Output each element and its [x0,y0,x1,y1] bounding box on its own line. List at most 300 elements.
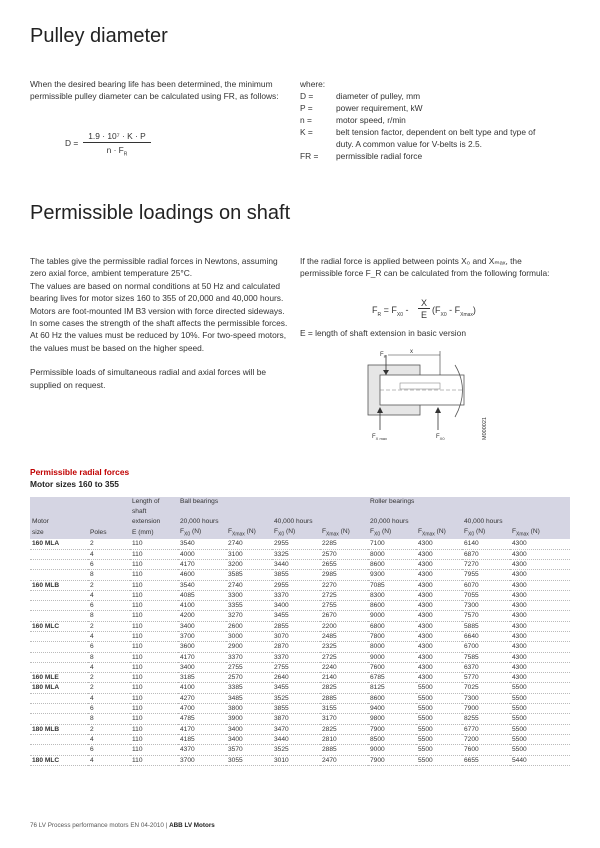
cell-force: 4200 [178,611,226,621]
cell-force: 4300 [416,673,462,683]
cell-motor-size [30,652,88,662]
cell-force: 9000 [368,611,416,621]
formula-e: E [420,310,427,320]
cell-force: 4300 [416,549,462,559]
cell-force: 7900 [462,704,510,714]
cell-force: 3100 [226,549,272,559]
cell-motor-size [30,734,88,744]
table-row [30,539,570,549]
loadings-para-4: Permissible loads of simultaneous radial and axial forces will be supplied on request. [30,367,267,390]
header-poles: Poles [88,527,130,539]
cell-force: 4300 [510,601,570,611]
footer-brand: ABB LV Motors [169,822,215,829]
cell-force: 4300 [510,580,570,590]
where-row [300,102,554,114]
header-length-2: shaft [130,507,178,517]
formula-f-sub: R [377,311,382,318]
cell-motor-size [30,642,88,652]
cell-force: 4170 [178,652,226,662]
formula-x: X [418,298,430,309]
cell-length: 110 [130,714,178,724]
cell-force: 6140 [462,539,510,549]
cell-force: 6370 [462,662,510,672]
cell-motor-size [30,570,88,580]
fx0-label: $F_{X0}$ [436,434,445,441]
cell-force: 3325 [272,549,320,559]
cell-force: 4100 [178,683,226,693]
cell-force: 4300 [510,621,570,631]
cell-force: 5500 [416,734,462,744]
header-fxmax: $F_{Xmax}$ (N) [510,527,570,539]
cell-force: 2755 [272,662,320,672]
cell-force: 2825 [320,683,368,693]
cell-force: 3400 [226,734,272,744]
header-fx0: $F_{X0}$ (N) [178,527,226,539]
cell-force: 7085 [368,580,416,590]
table-row [30,570,570,580]
pulley-intro-text: When the desired bearing life has been determined, the minimum permissible pulley diameter can be calculated using FR, as follows: [30,79,279,102]
cell-force: 2740 [226,539,272,549]
cell-force: 3700 [178,755,226,765]
cell-force: 6640 [462,631,510,641]
cell-length: 110 [130,724,178,734]
formula-x0b-sub: X0 [440,311,447,318]
cell-force: 3185 [178,673,226,683]
cell-force: 5500 [510,745,570,755]
cell-motor-size: 160 MLB [30,580,88,590]
radial-forces-table [30,497,570,766]
cell-motor-size: 160 MLE [30,673,88,683]
cell-force: 4300 [416,621,462,631]
cell-poles: 2 [88,539,130,549]
cell-force: 8600 [368,559,416,569]
table-row [30,755,570,765]
cell-force: 8300 [368,590,416,600]
cell-force: 8600 [368,601,416,611]
cell-force: 7100 [368,539,416,549]
where-symbol: n = [300,115,312,126]
where-symbol: P = [300,103,313,114]
table-row [30,631,570,641]
cell-poles: 4 [88,755,130,765]
cell-force: 2285 [320,539,368,549]
cell-force: 8125 [368,683,416,693]
cell-force: 8000 [368,549,416,559]
cell-length: 110 [130,642,178,652]
cell-force: 7055 [462,590,510,600]
cell-length: 110 [130,755,178,765]
cell-length: 110 [130,601,178,611]
where-description: permissible radial force [336,151,423,162]
table-row [30,559,570,569]
header-length-4: E (mm) [130,527,178,539]
cell-force: 3540 [178,539,226,549]
cell-force: 4700 [178,704,226,714]
cell-force: 9400 [368,704,416,714]
cell-force: 2740 [226,580,272,590]
header-roller-20000: 20,000 hours [368,517,462,527]
header-roller-bearings: Roller bearings [368,497,570,507]
where-table [300,90,554,162]
cell-force: 5500 [416,683,462,693]
table-row [30,704,570,714]
header-fx0: $F_{X0}$ (N) [462,527,510,539]
table-row [30,580,570,590]
formula-minus: - [405,305,409,315]
cell-motor-size [30,662,88,672]
header-length-1: Length of [130,497,178,507]
cell-motor-size: 160 MLA [30,539,88,549]
cell-poles: 6 [88,745,130,755]
cell-motor-size: 180 MLC [30,755,88,765]
cell-force: 4300 [510,570,570,580]
cell-force: 4100 [178,601,226,611]
cell-force: 3270 [226,611,272,621]
cell-motor-size [30,590,88,600]
cell-force: 6785 [368,673,416,683]
cell-force: 3855 [272,704,320,714]
cell-poles: 8 [88,611,130,621]
header-ball-20000: 20,000 hours [178,517,272,527]
cell-poles: 2 [88,580,130,590]
formula-x0-sub: X0 [396,311,404,318]
cell-motor-size [30,745,88,755]
cell-force: 5500 [416,693,462,703]
cell-force: 2240 [320,662,368,672]
cell-force: 8255 [462,714,510,724]
cell-force: 4300 [510,611,570,621]
header-fx0: $F_{X0}$ (N) [272,527,320,539]
cell-force: 3485 [226,693,272,703]
cell-force: 4300 [510,549,570,559]
cell-force: 2325 [320,642,368,652]
header-fxmax: $F_{Xmax}$ (N) [416,527,462,539]
cell-force: 4085 [178,590,226,600]
cell-force: 2725 [320,652,368,662]
section-title-permissible-loadings: Permissible loadings on shaft [30,202,291,224]
cell-force: 9000 [368,745,416,755]
cell-force: 3525 [272,745,320,755]
cell-force: 5500 [510,734,570,744]
section-title-pulley-diameter: Pulley diameter [30,25,168,47]
cell-force: 3870 [272,714,320,724]
cell-force: 7200 [462,734,510,744]
header-length-3: extension [130,517,178,527]
table-header [30,497,570,539]
where-description: belt tension factor, dependent on belt type and type of duty. A common value for V-belts is 2.5. [336,127,536,150]
cell-force: 5770 [462,673,510,683]
cell-force: 4300 [510,539,570,549]
cell-force: 4300 [416,652,462,662]
formula-denominator: n · F [106,145,124,155]
cell-length: 110 [130,539,178,549]
cell-poles: 4 [88,590,130,600]
cell-length: 110 [130,652,178,662]
cell-force: 4300 [416,631,462,641]
cell-length: 110 [130,745,178,755]
cell-force: 2655 [320,559,368,569]
fxmax-label: $F_{X max}$ [372,434,388,441]
header-ball-40000: 40,000 hours [272,517,368,527]
cell-force: 2985 [320,570,368,580]
cell-poles: 6 [88,642,130,652]
table-row [30,590,570,600]
cell-motor-size [30,693,88,703]
cell-force: 2200 [320,621,368,631]
diagram-code: M000021 [482,417,488,440]
cell-force: 4300 [510,631,570,641]
cell-force: 3055 [226,755,272,765]
cell-force: 3570 [226,745,272,755]
cell-motor-size: 180 MLA [30,683,88,693]
table-row [30,611,570,621]
e-definition: E = length of shaft extension in basic version [300,328,466,338]
table-row [30,642,570,652]
cell-force: 6770 [462,724,510,734]
cell-poles: 4 [88,549,130,559]
cell-force: 3440 [272,734,320,744]
cell-force: 4300 [416,539,462,549]
cell-force: 2755 [320,601,368,611]
shaft-diagram [360,345,500,445]
cell-force: 2885 [320,693,368,703]
table-caption: Permissible radial forces [30,467,130,477]
cell-force: 6070 [462,580,510,590]
formula-xmax-sub: Xmax [460,311,473,318]
table-row [30,683,570,693]
formula-numerator: 1.9 · 10⁷ · K · P [88,131,146,141]
cell-force: 4300 [416,601,462,611]
where-block [300,78,570,162]
cell-force: 2885 [320,745,368,755]
cell-force: 3585 [226,570,272,580]
header-roller-40000: 40,000 hours [462,517,570,527]
table-row [30,549,570,559]
cell-length: 110 [130,734,178,744]
cell-length: 110 [130,549,178,559]
cell-force: 3370 [272,590,320,600]
cell-force: 3010 [272,755,320,765]
cell-poles: 6 [88,704,130,714]
table-row [30,673,570,683]
cell-force: 3600 [178,642,226,652]
table-row [30,693,570,703]
where-description: motor speed, r/min [336,115,406,126]
cell-poles: 2 [88,724,130,734]
table-row [30,601,570,611]
where-row [300,126,554,150]
where-symbol: FR = [300,151,319,162]
cell-force: 2640 [272,673,320,683]
cell-motor-size [30,549,88,559]
cell-poles: 4 [88,734,130,744]
cell-force: 9300 [368,570,416,580]
cell-force: 9800 [368,714,416,724]
header-fxmax: $F_{Xmax}$ (N) [320,527,368,539]
cell-force: 3400 [178,621,226,631]
cell-force: 5500 [416,755,462,765]
cell-poles: 6 [88,601,130,611]
cell-force: 3155 [320,704,368,714]
where-row [300,90,554,102]
cell-force: 2955 [272,580,320,590]
table-row [30,621,570,631]
cell-force: 3400 [272,601,320,611]
cell-force: 6800 [368,621,416,631]
cell-force: 5885 [462,621,510,631]
cell-force: 7570 [462,611,510,621]
where-label: where: [300,79,326,89]
cell-force: 7800 [368,631,416,641]
cell-force: 2900 [226,642,272,652]
cell-force: 5500 [416,714,462,724]
cell-force: 3455 [272,611,320,621]
cell-poles: 6 [88,559,130,569]
cell-force: 4300 [416,570,462,580]
cell-force: 3400 [226,724,272,734]
radial-force-formula [372,299,512,323]
cell-force: 3200 [226,559,272,569]
cell-length: 110 [130,559,178,569]
cell-force: 3170 [320,714,368,724]
cell-force: 2825 [320,724,368,734]
cell-force: 4300 [416,580,462,590]
cell-force: 2570 [226,673,272,683]
cell-force: 9000 [368,652,416,662]
header-fx0: $F_{X0}$ (N) [368,527,416,539]
cell-force: 7270 [462,559,510,569]
footer-text: 76 LV Process performance motors EN 04-2010 | [30,822,170,829]
cell-force: 7600 [368,662,416,672]
cell-force: 4300 [510,652,570,662]
where-symbol: D = [300,91,314,102]
table-row [30,714,570,724]
cell-force: 7900 [368,724,416,734]
where-description: diameter of pulley, mm [336,91,421,102]
formula-f: F [372,305,378,315]
cell-force: 5440 [510,755,570,765]
cell-force: 4785 [178,714,226,724]
cell-force: 2600 [226,621,272,631]
cell-motor-size [30,714,88,724]
cell-force: 3455 [272,683,320,693]
cell-force: 7600 [462,745,510,755]
cell-force: 4300 [416,662,462,672]
cell-force: 4300 [510,590,570,600]
cell-force: 2485 [320,631,368,641]
cell-force: 3070 [272,631,320,641]
cell-force: 2955 [272,539,320,549]
cell-length: 110 [130,580,178,590]
cell-motor-size: 180 MLB [30,724,88,734]
cell-force: 4000 [178,549,226,559]
cell-motor-size [30,601,88,611]
cell-force: 3855 [272,570,320,580]
cell-force: 6655 [462,755,510,765]
cell-force: 3000 [226,631,272,641]
cell-force: 2270 [320,580,368,590]
cell-force: 4170 [178,724,226,734]
cell-force: 2470 [320,755,368,765]
cell-force: 3800 [226,704,272,714]
header-fxmax: $F_{Xmax}$ (N) [226,527,272,539]
cell-force: 4300 [416,559,462,569]
cell-length: 110 [130,570,178,580]
cell-force: 3440 [272,559,320,569]
cell-force: 4185 [178,734,226,744]
cell-force: 5500 [510,714,570,724]
cell-force: 7025 [462,683,510,693]
table-body [30,539,570,765]
cell-force: 7955 [462,570,510,580]
cell-force: 2810 [320,734,368,744]
cell-poles: 2 [88,683,130,693]
cell-force: 2855 [272,621,320,631]
cell-force: 5500 [510,704,570,714]
cell-force: 8600 [368,693,416,703]
formula-minus2: - F [449,305,461,315]
cell-length: 110 [130,590,178,600]
cell-force: 3470 [272,724,320,734]
cell-force: 8500 [368,734,416,744]
cell-force: 3700 [178,631,226,641]
cell-force: 4300 [416,642,462,652]
cell-poles: 2 [88,673,130,683]
cell-motor-size [30,631,88,641]
cell-length: 110 [130,704,178,714]
where-description: power requirement, kW [336,103,423,114]
cell-force: 4300 [416,590,462,600]
header-motor: Motor [30,517,88,527]
cell-poles: 2 [88,621,130,631]
cell-force: 8000 [368,642,416,652]
formula-den-sub: R [123,151,128,158]
cell-length: 110 [130,611,178,621]
cell-length: 110 [130,662,178,672]
cell-force: 4300 [510,673,570,683]
cell-force: 7300 [462,693,510,703]
cell-force: 7585 [462,652,510,662]
cell-motor-size [30,559,88,569]
cell-force: 5500 [416,724,462,734]
cell-force: 3355 [226,601,272,611]
formula-lhs: D = [65,138,79,148]
cell-force: 7300 [462,601,510,611]
cell-length: 110 [130,621,178,631]
table-row [30,724,570,734]
cell-force: 4300 [510,662,570,672]
cell-force: 3370 [226,652,272,662]
cell-force: 3540 [178,580,226,590]
cell-force: 2570 [320,549,368,559]
cell-poles: 4 [88,631,130,641]
loadings-para-3: Motors are foot-mounted IM B3 version with force directed sideways. In some cases the strength of the shaft affects the permissible forces. At 60 Hz the values must be reduced by 10%. For two-speed motors, the values must be based on the higher speed. [30,305,288,353]
cell-length: 110 [130,693,178,703]
where-row [300,150,554,162]
formula-close: ) [472,305,476,315]
loadings-para-2: The values are based on normal conditions at 50 Hz and calculated bearing lives for motor sizes 160 to 355 of 20,000 and 40,000 hours. [30,280,284,304]
cell-motor-size [30,704,88,714]
cell-force: 4370 [178,745,226,755]
loadings-para-1: The tables give the permissible radial forces in Newtons, assuming zero axial force, ambient temperature 25°C. [30,256,278,279]
cell-force: 2755 [226,662,272,672]
loadings-text-right: If the radial force is applied between points X₀ and Xₘₐₓ, the permissible force F_R can be calculated from the following formula: [300,256,550,279]
cell-poles: 8 [88,652,130,662]
header-ball-bearings: Ball bearings [178,497,368,507]
cell-length: 110 [130,631,178,641]
cell-force: 5500 [510,724,570,734]
cell-force: 5500 [510,693,570,703]
